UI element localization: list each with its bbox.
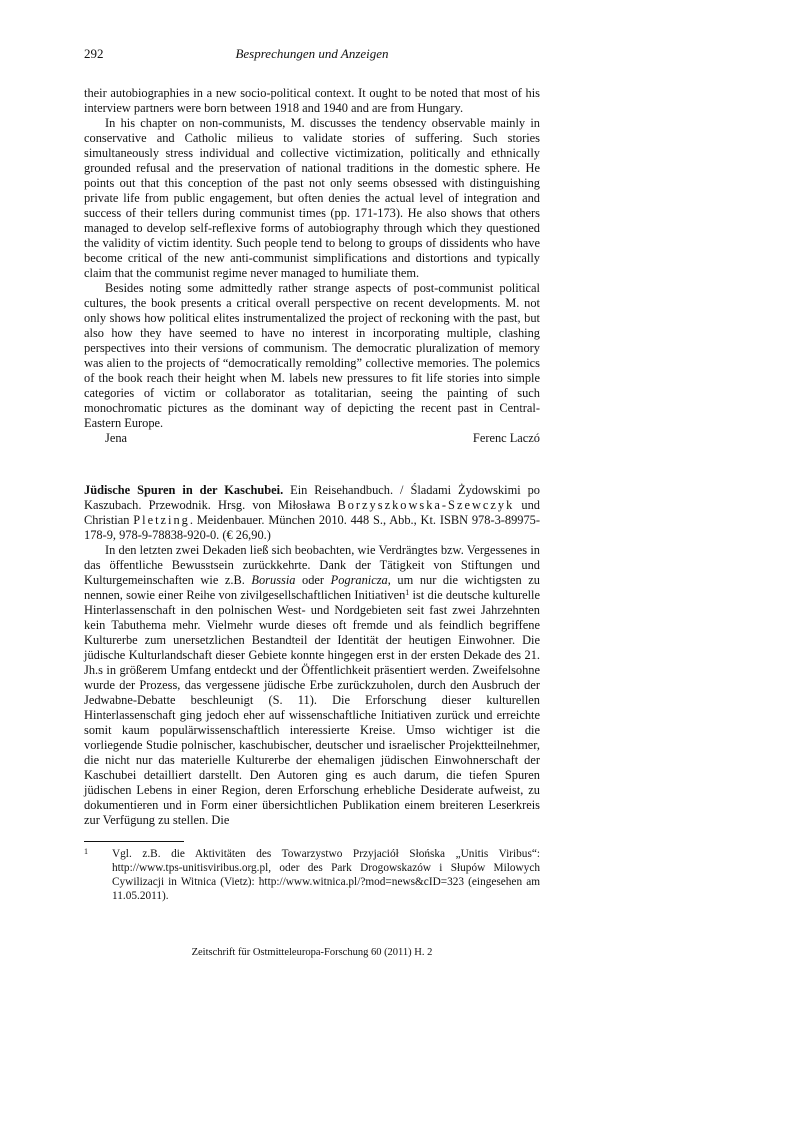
review2-biblio-part-2: und Christian [84,498,540,527]
review2-title: Jüdische Spuren in der Kaschubei. [84,483,284,497]
review1-place: Jena [105,431,128,445]
review2-biblio-part-3: . Meidenbauer. München 2010. 448 S., Abb., Kt. ISBN 978-3-89975-178-9, 978-9-78838-920-0. (€ 26,90.) [84,513,540,542]
review1-paragraph-2: In his chapter on non-communists, M. discusses the tendency observable mainly in conservative and Catholic milieus to validate stories of suffering. Such stories simultaneously stress individual and collective victimization, politically and ethnically grounded refusal and the preservation of national traditions in the domestic sphere. He points out that this conception of the past not only seems obsessed with distinguishing private life from public engagement, but often denies the actual level of integration and success of their tellers during communist times (pp. 171-173). He also shows that others managed to develop self-reflexive forms of autobiography through which they questioned the validity of victim identity. Such people tend to belong to groups of dissidents who have become critical of the new anti-communist simplifications and distortions and typically claim that the communist regime never managed to humiliate them. [84,116,540,280]
review2-text-d: ist die deutsche kulturelle Hinterlassenschaft in den polnischen West- und Nordgebieten seit fast zwei Jahrzehnten kein Tabuthema mehr. Vielmehr wurde dieses oft fremde und als feindlich begriffene Kulturerbe zum unersetzlichen Bestandteil der Identität der heutigen Einwohner. Die jüdische Kulturlandschaft dieser Gebiete konnte hingegen erst in der ersten Dekade des 21. Jh.s in größerem Umfang entdeckt und der Öffentlichkeit präsentiert werden. Zweifelsohne wurde der Prozess, das vergessene jüdische Erbe zurückzuholen, durch den Ausbruch der Jedwabne-Debatte beschleunigt (S. 11). Die Erforschung dieser kulturellen Hinterlassenschaft ging jedoch eher auf wissenschaftliche Initiativen zurück und erreichte somit kaum populärwissenschaftlich interessierte Kreise. Umso wichtiger ist die vorliegende Studie polnischer, kaschubischer, deutscher und israelischer Projektteilnehmer, die nicht nur das materielle Kulturerbe der ehemaligen jüdischen Einwohnerschaft der Kaschubei detailliert darstellt. Den Autoren ging es auch darum, die tiefen Spuren jüdischen Lebens in einer Region, deren Erforschung erhebliche Desiderate aufweist, zu dokumentieren und in Form einer übersichtlichen Publikation einem breiteren Leserkreis zur Verfügung zu stellen. Die [84,588,540,827]
review1-author: Ferenc Laczó [472,431,540,445]
review2-text-a: In den letzten zwei Dekaden ließ sich beobachten, wie Verdrängtes bzw. Vergessenes in das öffentliche Bewusstsein zurückkehrte. Dank der Tätigkeit von Stiftungen und Kulturgemeinschaften wie z.B. [84,543,540,587]
footnote-rule [84,841,184,842]
footnote-text: Vgl. z.B. die Aktivitäten des Towarzystwo Przyjaciół Słońska „Unitis Viribus“: http://www.tps-unitisviribus.org.pl, oder des Park Drogowskazów i Słupów Milowych Cywilizacji in Witnica (Vietz): http://www.witnica.pl/?mod=news&cID=323 (eingesehen am 11.05.2011). [112,848,540,902]
review2 [84,483,540,828]
review-body [84,86,540,960]
review2-biblio-part-1: Ein Reisehandbuch. / Śladami Żydowskimi po Kaszubach. Przewodnik. Hrsg. von Miłosława [84,483,540,512]
review2-editor-2: Pletzing [133,513,190,527]
review1-paragraph-3: Besides noting some admittedly rather strange aspects of post-communist political cultures, the book presents a critical overall perspective on recent developments. M. not only shows how political elites instrumentalized the project of reckoning with the past, but also how they have seemed to have no interest in incorporating multiple, clashing perspectives into their versions of communism. The democratic pluralization of memory was alien to the projects of “democratically remolding” collective memories. The polemics of the book reach their height when M. labels new pressures to fit life stories into simple categories of victim or collaborator as totalitarian, seeing the painting of such monochromatic pictures as the dominant way of depicting the recent past in Central-Eastern Europe. [84,281,540,430]
review2-paragraph-1 [84,543,540,828]
footnote-reference[interactable]: 1 [405,588,410,597]
review2-italic-borussia: Borussia [251,573,296,587]
review2-editor-1: Borzyszkowska-Szewczyk [337,498,515,512]
review1-signature [84,431,540,446]
running-head [84,44,540,64]
review2-text-b: oder [295,573,331,587]
review2-bibliography [84,483,540,543]
journal-footer: Zeitschrift für Ostmitteleuropa-Forschung 60 (2011) H. 2 [191,947,433,958]
review2-italic-pogranicza: Pogranicza [330,573,388,587]
review2-text-c: , um nur die wichtigsten zu nennen, sowie einer Reihe von zivilgesellschaftlichen Initiativen [84,573,540,602]
footnote-number: 1 [84,847,88,856]
section-title: Besprechungen und Anzeigen [235,46,389,61]
page-number: 292 [84,46,104,61]
review1-paragraph-1: their autobiographies in a new socio-political context. It ought to be noted that most of his interview partners were born between 1918 and 1940 and are from Hungary. [84,86,540,115]
page [84,44,540,960]
footnote [84,847,540,903]
